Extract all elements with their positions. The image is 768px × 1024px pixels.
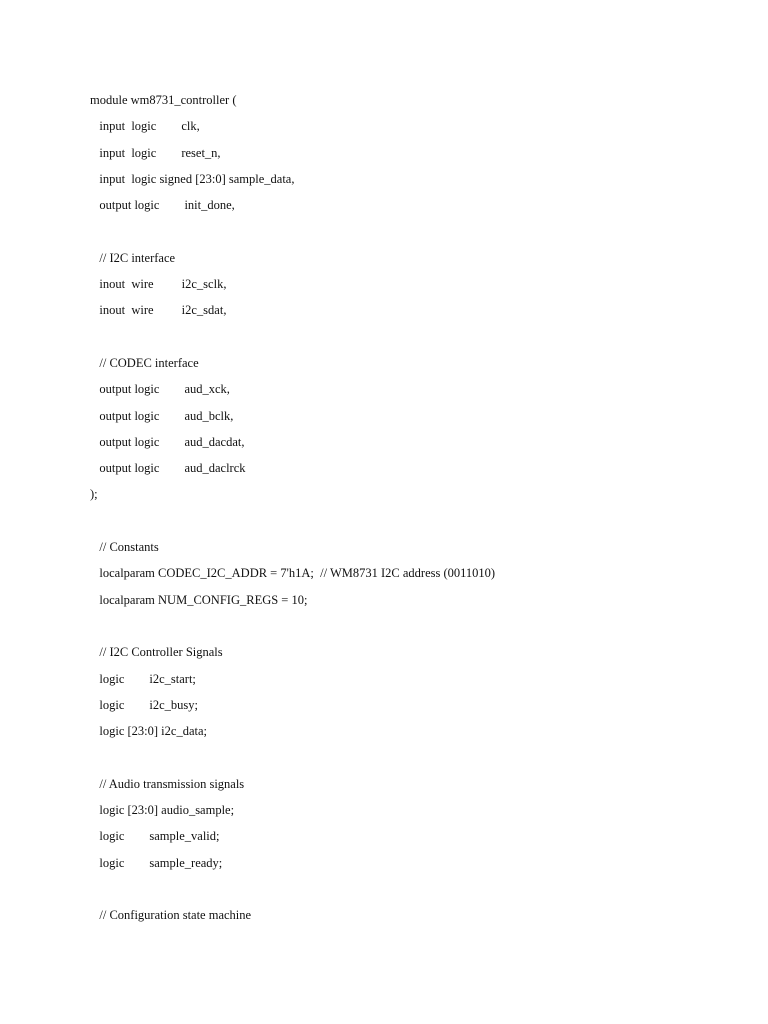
code-line: logic [23:0] audio_sample; — [90, 803, 235, 818]
code-line: output logic aud_dacdat, — [90, 434, 245, 449]
code-line: localparam NUM_CONFIG_REGS = 10; — [90, 592, 308, 607]
code-line: output logic aud_daclrck — [90, 461, 246, 476]
code-line: ); — [90, 487, 98, 502]
blank-line — [90, 327, 750, 353]
code-line: input logic signed [23:0] sample_data, — [90, 171, 295, 186]
code-line: output logic aud_bclk, — [90, 408, 234, 423]
code-comment: // CODEC interface — [90, 355, 199, 370]
code-line: output logic aud_xck, — [90, 382, 230, 397]
code-line: input logic clk, — [90, 119, 200, 134]
code-line: inout wire i2c_sclk, — [90, 277, 227, 292]
code-line: logic i2c_busy; — [90, 697, 198, 712]
blank-line — [90, 511, 750, 537]
blank-line — [90, 879, 750, 905]
code-comment: // Audio transmission signals — [90, 776, 245, 791]
code-line: logic i2c_start; — [90, 671, 196, 686]
code-comment: // Constants — [90, 540, 159, 555]
code-line: localparam CODEC_I2C_ADDR = 7'h1A; // WM8731 I2C address (0011010) — [90, 566, 496, 581]
code-line: logic [23:0] i2c_data; — [90, 724, 207, 739]
code-line: logic sample_ready; — [90, 855, 223, 870]
blank-line — [90, 616, 750, 642]
code-line: logic sample_valid; — [90, 829, 220, 844]
code-comment: // I2C Controller Signals — [90, 645, 223, 660]
code-line: output logic init_done, — [90, 198, 235, 213]
code-line: module wm8731_controller ( — [90, 93, 237, 107]
code-line: inout wire i2c_sdat, — [90, 303, 227, 318]
code-block — [90, 90, 750, 932]
blank-line — [90, 747, 750, 773]
code-comment: // Configuration state machine — [90, 908, 252, 923]
blank-line — [90, 221, 750, 247]
code-line: input logic reset_n, — [90, 145, 221, 160]
code-comment: // I2C interface — [90, 250, 176, 265]
